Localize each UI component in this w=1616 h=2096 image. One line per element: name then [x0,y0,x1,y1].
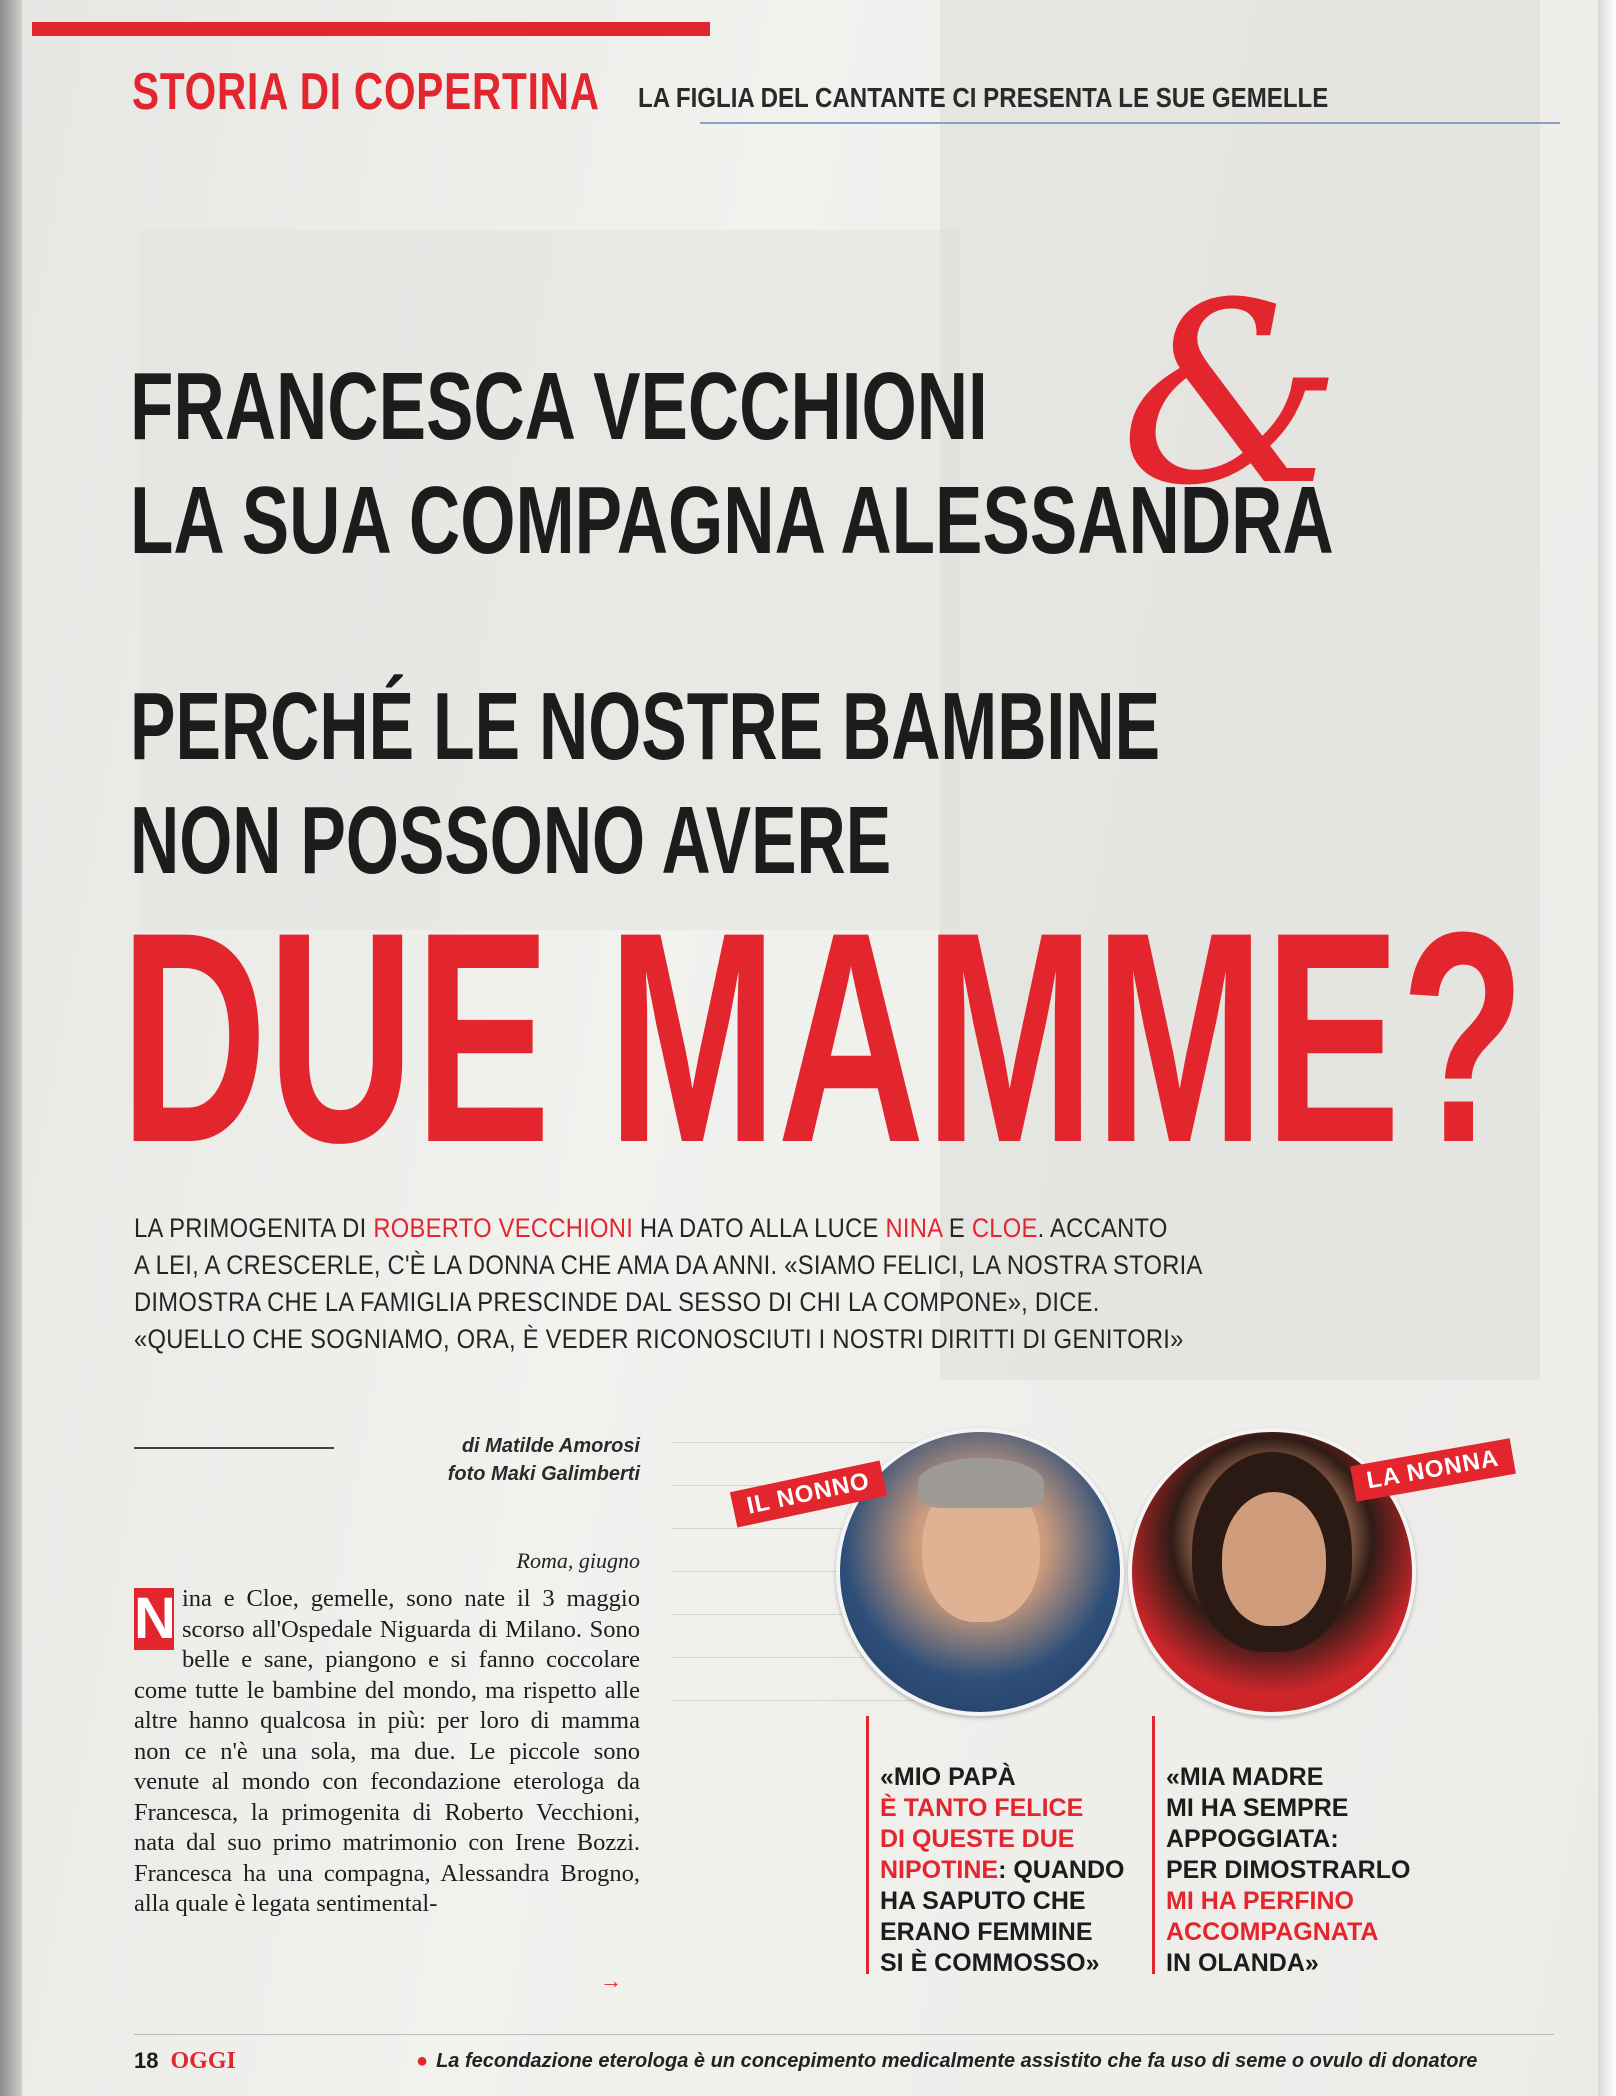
article-body [134,1584,640,1920]
faint-line [672,1408,942,1443]
quote-line: APPOGGIATA: [1166,1825,1339,1853]
quote-text: : QUANDO [998,1856,1125,1884]
section-subtitle: LA FIGLIA DEL CANTANTE CI PRESENTA LE SUE GEMELLE [637,82,1329,113]
highlight-name: CLOE [971,1213,1038,1243]
standfirst-text: HA DATO ALLA LUCE [633,1213,886,1243]
label-grandfather: IL NONNO [730,1460,887,1527]
face-shape [1222,1492,1326,1626]
quote-right-rule [1152,1716,1155,1974]
standfirst-line-4: «QUELLO CHE SOGNIAMO, ORA, È VEDER RICONOSCIUTI I NOSTRI DIRITTI DI GENITORI» [134,1324,1184,1354]
label-grandmother: LA NONNA [1350,1438,1516,1502]
article-text: ina e Cloe, gemelle, sono nate il 3 maggio scorso all'Ospedale Niguarda di Milano. Sono belle e sane, piangono e si fanno coccolare come tutte le bambine del mondo, ma rispetto alle altre hanno qualcosa in più: per loro di mamma non ce n'è una sola, ma due. Le piccole sono venute al mondo con fecondazione eterologa da Francesca, la primogenita di Roberto Vecchioni, nata dal suo primo matrimonio con Irene Bozzi. Francesca ha una compagna, Alessandra Brogno, alla quale è legata sentimental- [134,1585,640,1917]
footer-rule [134,2034,1554,2035]
quote-left-rule [866,1716,869,1974]
byline [300,1432,640,1488]
continue-arrow-icon: → [600,1968,622,1993]
page-number: 18 [134,2048,159,2073]
quote-line: IN OLANDA» [1166,1949,1319,1977]
quote-line: È TANTO FELICE [880,1794,1084,1822]
hair-shape [918,1458,1044,1508]
headline-line-2: LA SUA COMPAGNA ALESSANDRA [130,467,1334,574]
quote-line: ACCOMPAGNATA [1166,1918,1379,1946]
standfirst-text: LA PRIMOGENITA DI [134,1213,374,1243]
quote-line: PER DIMOSTRARLO [1166,1856,1411,1884]
standfirst-line-3: DIMOSTRA CHE LA FAMIGLIA PRESCINDE DAL SESSO DI CHI LA COMPONE», DICE. [134,1287,1100,1317]
footnote-text: La fecondazione eterologa è un concepimento medicalmente assistito che fa uso di seme o ovulo di donatore [436,2050,1478,2072]
footnote [416,2050,1477,2073]
standfirst-text: . ACCANTO [1037,1213,1168,1243]
byline-photographer: foto Maki Galimberti [447,1463,640,1485]
standfirst-text: E [941,1213,972,1243]
quote-highlight: NIPOTINE [880,1856,999,1884]
headline-ampersand: & [1120,249,1343,540]
bullet-icon: ● [416,2050,429,2072]
folio [134,2048,236,2075]
headline-line-1: FRANCESCA VECCHIONI [130,353,988,460]
highlight-name: ROBERTO VECCHIONI [373,1213,634,1243]
highlight-name: NINA [885,1213,942,1243]
quote-line: MI HA PERFINO [1166,1887,1354,1915]
section-color-bar [32,22,710,36]
quote-line: HA SAPUTO CHE [880,1887,1086,1915]
drop-cap: N [134,1586,176,1651]
standfirst [134,1210,1454,1358]
quote-line: «MIO PAPÀ [880,1763,1016,1791]
quote-line: DI QUESTE DUE [880,1825,1075,1853]
headline-line-3: PERCHÉ LE NOSTRE BAMBINE [130,673,1161,780]
header-rule [700,122,1560,124]
quote-line: MI HA SEMPRE [1166,1794,1349,1822]
quote-line: «MIA MADRE [1166,1763,1324,1791]
standfirst-line-1 [134,1210,1454,1247]
headline-big: DUE MAMME? [120,869,1526,1205]
quote-line: SI È COMMOSSO» [880,1949,1100,1977]
standfirst-line-2: A LEI, A CRESCERLE, C'È LA DONNA CHE AMA DA ANNI. «SIAMO FELICI, LA NOSTRA STORIA [134,1250,1203,1280]
section-kicker: STORIA DI COPERTINA [132,63,600,121]
magazine-name: OGGI [170,2048,236,2074]
quote-line: ERANO FEMMINE [880,1918,1093,1946]
quote-line [880,1855,1124,1886]
byline-author: di Matilde Amorosi [461,1435,640,1457]
quote-left [880,1762,1124,1979]
headline-line-4: NON POSSONO AVERE [130,787,892,894]
dateline: Roma, giugno [516,1548,640,1573]
binding-edge-right [1598,0,1616,2096]
binding-edge-left [0,0,22,2096]
section-header [132,52,1572,122]
quote-right [1166,1762,1410,1979]
